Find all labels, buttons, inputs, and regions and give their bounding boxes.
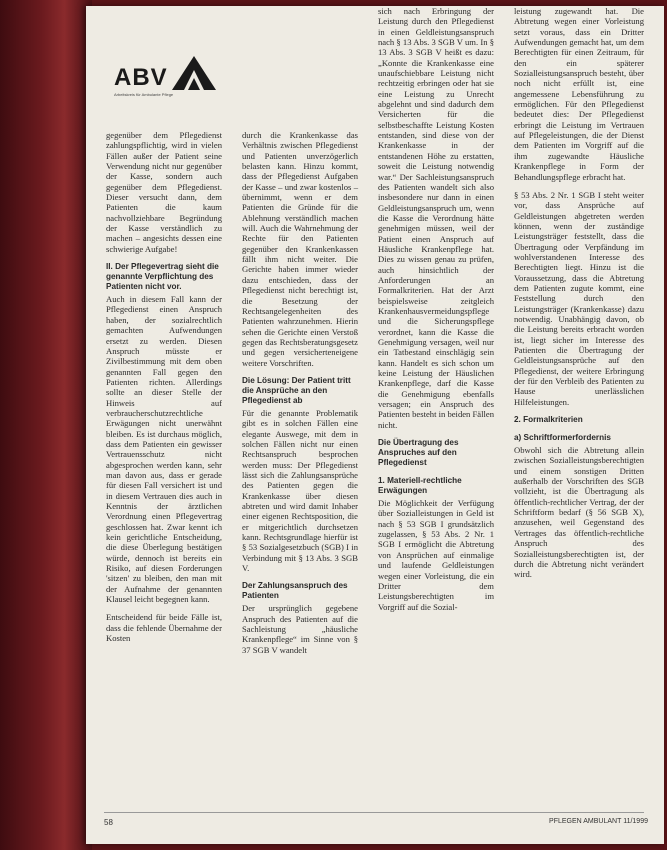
column-4 (514, 6, 644, 580)
page-number: 58 (104, 818, 113, 827)
col2-heading-2: Der Zahlungsanspruch des Patienten (242, 581, 348, 601)
col1-heading-1: II. Der Pflegevertrag sieht die genannte Verpflichtung des Patienten nicht vor. (106, 262, 219, 292)
col1-paragraph-1: gegenüber dem Pflegedienst zahlungspflichtig, wird in vielen Fällen außer der Patient seine Verwendung nicht nur gegenüber der Kasse, sondern auch gegenüber dem Pflegedienst. Dieser versucht dann, dem Patienten die kaum nachvollziehbare Begründung der Kasse verständlich zu machen – angesichts dessen eine schwierige Aufgabe! (106, 130, 222, 254)
footer-rule (104, 812, 644, 813)
document-page (86, 6, 664, 844)
col3-paragraph-2: Die Möglichkeit der Verfügung über Sozialleistungen in Geld ist nach § 53 SGB I grundsätzlich zugelassen, § 53 Abs. 2 Nr. 1 SGB I ermöglicht die Abtretung von Ansprüchen auf einmalige und laufende Geldleistungen wegen einer Vorleistung, die ein Dritter dem Leistungsberechtigten im Vorgriff auf die Sozial- (378, 498, 494, 612)
logo-mountain-icon (172, 56, 216, 90)
col4-paragraph-2: § 53 Abs. 2 Nr. 1 SGB I steht weiter vor, dass Ansprüche auf Geldleistungen abgetreten werden können, wenn der zuständige Leistungsträger feststellt, dass die Übertragung oder Verpfändung im wohlverstandenen Interesse des Berechtigten liegt. Hinzu ist die Voraussetzung, dass die Abtretung dem Patienten zugute kommt, eine Feststellung durch den Leistungsträger (Krankenkasse) dazu notwendig. Unabhängig davon, ob die Leistung bereits erbracht worden ist, liegt sicher im Interesse des Patienten die Übertragung der Geldleistungsansprüche auf den Pflegedienst, der weitere Erbringung der für den Verbleib des Patienten zu Hause unerlässlichen Hilfeleistungen. (514, 189, 644, 407)
col1-paragraph-3: Entscheidend für beide Fälle ist, dass die fehlende Übernahme der Kosten (106, 612, 222, 644)
col1-paragraph-2: Auch in diesem Fall kann der Pflegedienst einen Anspruch haben, der sozialrechtlich gemachten Aufwendungen ersetzt zu werden. Diesen Anspruch müsste er Zivilbestimmung mit dem oben genannten Fall gegen den Patienten richten. Allerdings sollte an dieser Stelle der Hinweis auf verbraucherschutzrechtliche Erwägungen nicht unerwähnt bleiben. Es ist durchaus möglich, dass dem Patienten ein gewisser Vertrauensschutz nicht abgesprochen werden kann, sehr man davon aus, dass er gerade für diesen Fall versichert ist und in diesem Vertrauen dies auch in Kenntnis der ärztlichen Verordnung einen Pflegevertrag geschlossen hat. Zwar kennt ich kein gerichtliche Entscheidung, die diese Überlegung bestätigen würde, dennoch ist bereits ein Risiko, auf diesen Forderungen 'sitzen' zu bleiben, den man mit der Aufnahme der genannten Klausel leicht begegnen kann. (106, 294, 222, 605)
col2-paragraph-1: durch die Krankenkasse das Verhältnis zwischen Pflegedienst und Patienten unverzögerlich belasten kann. Hinzu kommt, dass der Pflegedienst Aufgaben der Kasse – und zwar kostenlos – übernimmt, wenn er dem Patienten die Gründe für die Ablehnung verständlich machen will. Auch die Wahrnehmung der Rechte für den Patienten gegenüber den Krankenkassen fällt ihm nicht weiter. Die Gerichte haben immer wieder dazu entschieden, dass der Pflegedienst nicht berechtigt ist, die Besetzung der Rechtsangelegenheiten des Patienten wahrzunehmen. Hierin sehen die Gerichte einen Verstoß gegen das Rechtsberatungsgesetz und gegen versicherteneigene weitere Vorschriften. (242, 130, 358, 368)
col2-heading-1: Die Lösung: Der Patient tritt die Ansprüche an den Pflegedienst ab (242, 375, 351, 405)
col4-paragraph-1: leistung zugewandt hat. Die Abtretung wegen einer Vorleistung setzt voraus, dass ein Dritter Aufwendungen gemacht hat, um dem Berechtigten für einen Zeitraum, für den ein späterer Sozialleistungsanspruch besteht, über noch nicht erfüllt ist, eine angemessene Lebensführung zu ermöglichen. Für den Pflegedienst bedeutet dies: Der Pflegedienst erbringt die Leistung im Vertrauen auf Pflegeleistungen, die der Dienst dem Patienten im Vorgriff auf die ihm zugewandte Häusliche Krankenpflege in Form der Behandlungspflege erbracht hat. (514, 6, 644, 182)
book-spine (0, 0, 92, 850)
journal-name: PFLEGEN AMBULANT 11/1999 (549, 818, 648, 825)
logo-subtitle: Arbeitskreis für Ambulante Pflege (114, 92, 174, 97)
col3-heading-2: 1. Materiell-rechtliche Erwägungen (378, 476, 462, 496)
column-3 (378, 6, 494, 612)
col2-paragraph-3: Der ursprünglich gegebene Anspruch des Patienten auf die Sachleistung „häusliche Krankenpflege“ im Sinne von § 37 SGB V wandelt (242, 603, 358, 655)
col2-paragraph-2: Für die genannte Problematik gibt es in solchen Fällen eine elegante Auswege, mit dem in solchen Fällen nicht nur einen Rechtsanspruch besprochen werden muss: Der Pflegedienst lässt sich die Zahlungsansprüche des Patienten gegen die Krankenkasse über diesen abtreten und wird damit Inhaber einer eigenen Rechtsposition, die er mitgerichtlich durchsetzen kann. Rechtsgrundlage hierfür ist § 53 Sozialgesetzbuch (SGB) I in Verbindung mit § 13 Abs. 3 SGB V. (242, 407, 358, 574)
col4-paragraph-3: Obwohl sich die Abtretung allein zwischen Sozialleistungsberechtigten und einem sonstigen Dritten außerhalb der Vorschriften des SGB vollzieht, ist die Übertragung als öffentlich-rechtlicher Vertrag, der der Schriftform bedarf (§ 56 SGB X), anzusehen, weil Gegenstand des Vertrages das öffentlich-rechtliche Anspruch des Sozialleistungsberechtigten ist, der durch die Abtretung nicht verändert wird. (514, 445, 644, 580)
col4-heading-2: a) Schriftformerfordernis (514, 433, 611, 443)
column-1 (106, 130, 222, 643)
col4-heading-1: 2. Formalkriterien (514, 415, 583, 425)
column-2 (242, 130, 358, 655)
col3-paragraph-1: sich nach Erbringung der Leistung durch den Pflegedienst in einen Geldleistungsanspruch nach § 13 Abs. 3 SGB V um. In § 13 Abs. 3 SGB V heißt es dazu: „Konnte die Krankenkasse eine unaufschiebbare Leistung nicht rechtzeitig erbringen oder hat sie eine Leistung zu Unrecht abgelehnt und sind dadurch dem Versicherten für die selbstbeschaffte Leistung Kosten entstanden, sind diese von der Krankenkasse in der entstandenen Höhe zu erstatten, soweit die Leistung notwendig war.“ Der Sachleistungsanspruch des Patienten wandelt sich also insbesondere nur dann in einen Geldleistungsanspruch um, wenn die Kasse die Verordnung hätte genehmigen müssen, weil der Patient einen Anspruch auf Häusliche Krankenpflege hat. Dies zu wissen genau zu prüfen, auch hinsichtlich der Anforderungen an Formalkriterien. Hat der Arzt beispielsweise zeitgleich Krankenhausvermeidungspflege und die Sicherungspflege verordnet, kann die Kasse die Genehmigung versagen, weil nur ein Tatbestand einschlägig sein kann. Handelt es sich schon um keine Leistung der Häuslichen Krankenpflege, darf die Kasse die Genehmigung ebenfalls versagen; ein Anspruch des Patienten besteht in beiden Fällen nicht. (378, 6, 494, 430)
col3-heading-1: Die Übertragung des Anspruches auf den Pflegedienst (378, 438, 459, 468)
logo-text: ABV (114, 64, 168, 91)
abvp-logo (110, 56, 250, 100)
